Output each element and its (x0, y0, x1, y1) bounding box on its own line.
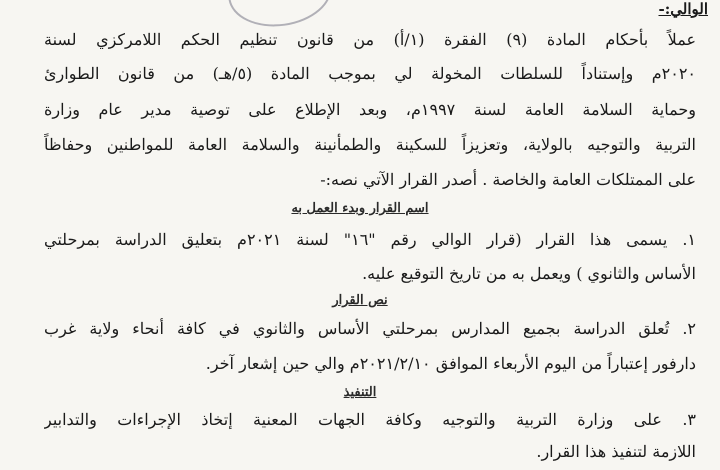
clause-2-line-1: ٢. تُعلق الدراسة بجميع المدارس بمرحلتي الأساس والثانوي في كافة أنحاء ولاية غرب (44, 319, 696, 338)
preamble-line-3: وحماية السلامة العامة لسنة ١٩٩٧م، وبعد الإطلاع على توصية مدير عام وزارة (44, 100, 696, 119)
clause-1-line-1: ١. يسمى هذا القرار (قرار الوالي رقم "١٦" لسنة ٢٠٢١م بتعليق الدراسة بمرحلتي (44, 230, 696, 249)
preamble-line-1: عملاً بأحكام المادة (٩) الفقرة (١/أ) من قانون تنظيم الحكم اللامركزي لسنة (44, 30, 696, 49)
heading-implementation: التنفيذ (343, 385, 377, 400)
preamble-line-4: التربية والتوجيه بالولاية، وتعزيزاً للسكينة والطمأنينة والسلامة العامة للمواطنين وحفاظاً (44, 135, 696, 154)
document-header: الوالي:- (658, 0, 708, 18)
clause-3-line-1: ٣. على وزارة التربية والتوجيه وكافة الجهات المعنية إتخاذ الإجراءات والتدابير (44, 410, 696, 429)
clause-1-line-2: الأساس والثانوي ) ويعمل به من تاريخ التوقيع عليه. (362, 264, 696, 283)
heading-name-and-effect: اسم القرار وبدء العمل به (291, 201, 429, 216)
preamble-line-5: على الممتلكات العامة والخاصة . أصدر القرار الآتي نصه:- (320, 170, 696, 189)
heading-decision-text: نص القرار (332, 293, 388, 308)
clause-2-line-2: دارفور إعتباراً من اليوم الأربعاء الموافق ٢٠٢١/٢/١٠م والي حين إشعار آخر. (205, 354, 696, 373)
preamble-line-2: ٢٠٢٠م وإستناداً للسلطات المخولة لي بموجب المادة (٥/هـ) من قانون الطوارئ (44, 64, 696, 83)
clause-3-line-2: اللازمة لتنفيذ هذا القرار. (536, 442, 696, 461)
